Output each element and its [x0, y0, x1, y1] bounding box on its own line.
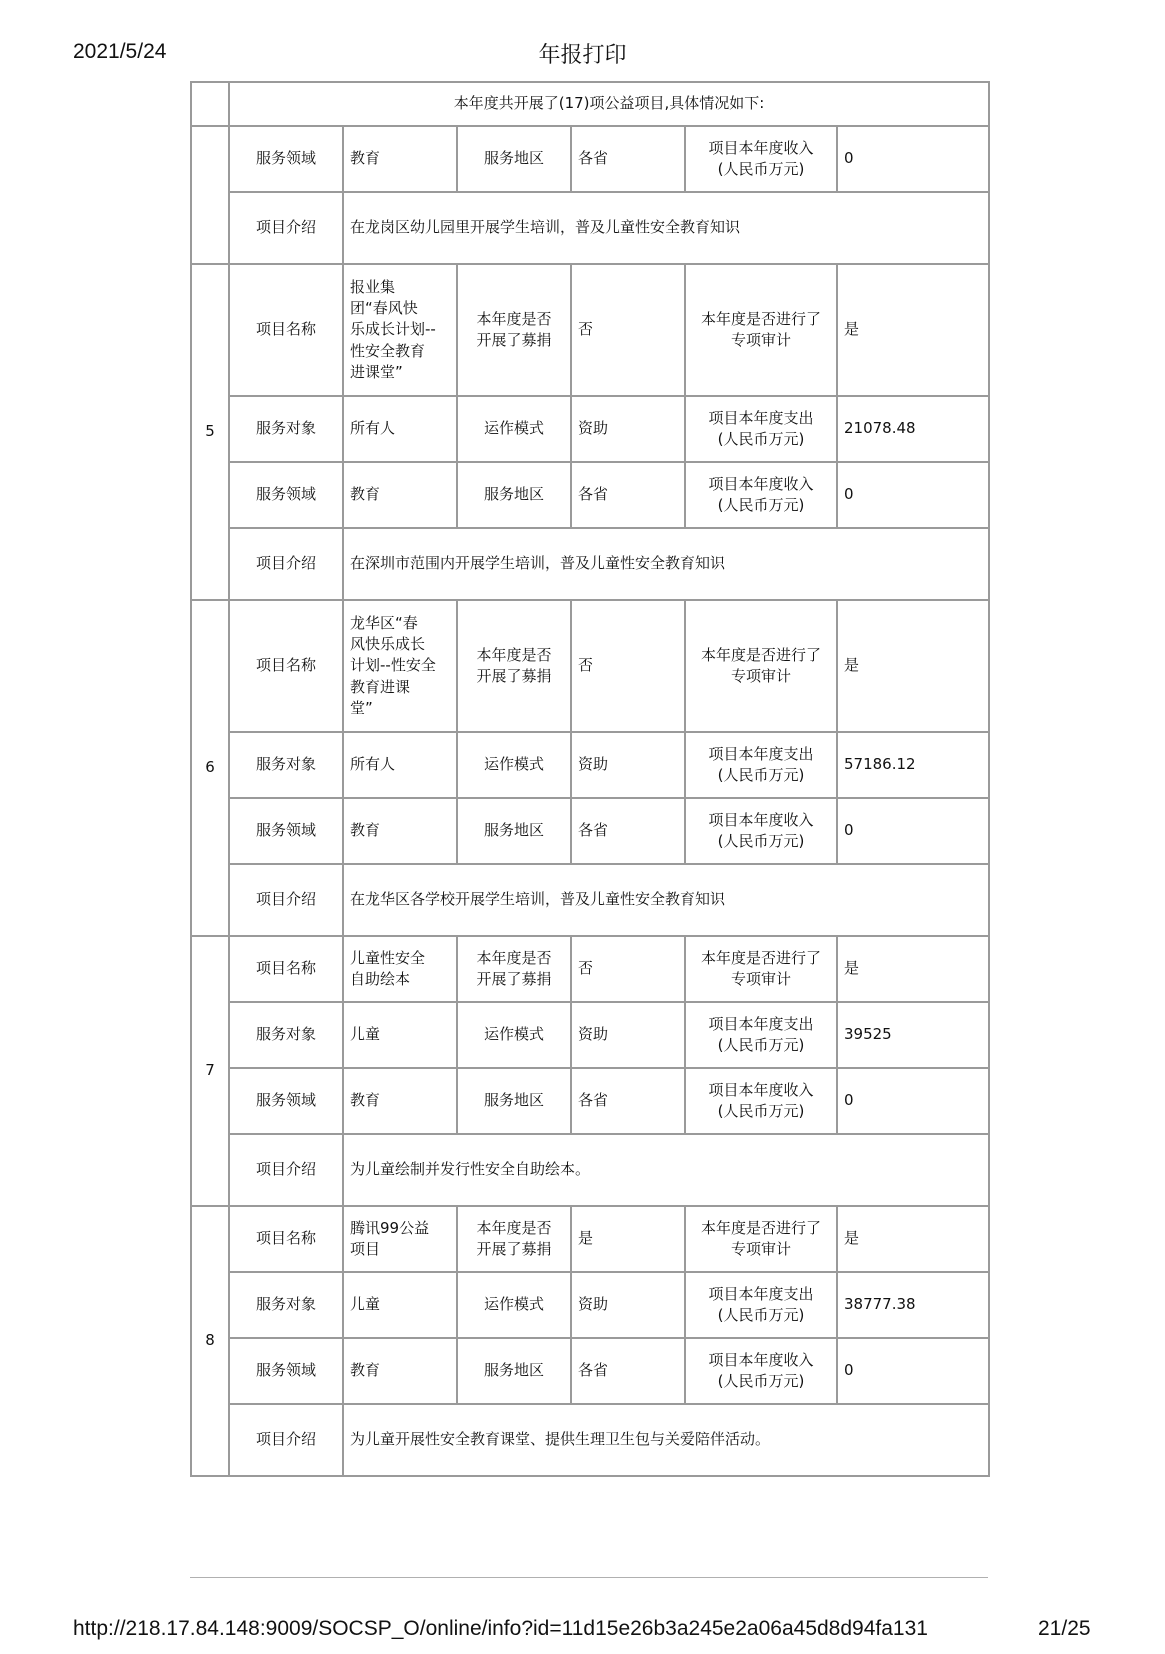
- project-name-value: 腾讯99公益 项目: [343, 1206, 457, 1272]
- table-row: [191, 192, 989, 264]
- table-row: [191, 798, 989, 864]
- service-field-value: 教育: [343, 126, 457, 192]
- table-row: [191, 600, 989, 732]
- table-row: [191, 462, 989, 528]
- label-audit: 本年度是否进行了 专项审计: [685, 1206, 837, 1272]
- project-intro-value: 在深圳市范围内开展学生培训，普及儿童性安全教育知识: [343, 528, 989, 600]
- fundraising-value: 是: [571, 1206, 685, 1272]
- table-row: [191, 864, 989, 936]
- label-fundraising: 本年度是否 开展了募捐: [457, 936, 571, 1002]
- fundraising-value: 否: [571, 600, 685, 732]
- label-project-intro: 项目介绍: [229, 1404, 343, 1476]
- project-number: 6: [191, 600, 229, 936]
- annual-report-projects-table: [190, 81, 990, 1477]
- table-row: [191, 1206, 989, 1272]
- label-service-area: 服务地区: [457, 1338, 571, 1404]
- page-number: 21/25: [1038, 1617, 1091, 1640]
- project-intro-value: 在龙岗区幼儿园里开展学生培训，普及儿童性安全教育知识: [343, 192, 989, 264]
- service-field-value: 教育: [343, 1338, 457, 1404]
- label-operation-mode: 运作模式: [457, 1002, 571, 1068]
- annual-expense-value: 38777.38: [837, 1272, 989, 1338]
- operation-mode-value: 资助: [571, 1272, 685, 1338]
- annual-income-value: 0: [837, 126, 989, 192]
- service-target-value: 所有人: [343, 396, 457, 462]
- annual-income-value: 0: [837, 1338, 989, 1404]
- table-row: [191, 1068, 989, 1134]
- label-service-field: 服务领域: [229, 798, 343, 864]
- label-project-name: 项目名称: [229, 264, 343, 396]
- project-number: 8: [191, 1206, 229, 1476]
- label-service-target: 服务对象: [229, 732, 343, 798]
- service-field-value: 教育: [343, 462, 457, 528]
- service-area-value: 各省: [571, 798, 685, 864]
- audit-value: 是: [837, 600, 989, 732]
- label-project-name: 项目名称: [229, 936, 343, 1002]
- label-annual-expense: 项目本年度支出 (人民币万元): [685, 396, 837, 462]
- label-service-field: 服务领域: [229, 1338, 343, 1404]
- table-row: [191, 126, 989, 192]
- fundraising-value: 否: [571, 264, 685, 396]
- label-service-field: 服务领域: [229, 126, 343, 192]
- project-name-value: 儿童性安全 自助绘本: [343, 936, 457, 1002]
- label-service-area: 服务地区: [457, 1068, 571, 1134]
- service-target-value: 所有人: [343, 732, 457, 798]
- audit-value: 是: [837, 264, 989, 396]
- table-row: [191, 936, 989, 1002]
- label-annual-expense: 项目本年度支出 (人民币万元): [685, 1272, 837, 1338]
- project-intro-value: 在龙华区各学校开展学生培训，普及儿童性安全教育知识: [343, 864, 989, 936]
- label-annual-expense: 项目本年度支出 (人民币万元): [685, 1002, 837, 1068]
- annual-income-value: 0: [837, 462, 989, 528]
- annual-expense-value: 57186.12: [837, 732, 989, 798]
- annual-expense-value: 39525: [837, 1002, 989, 1068]
- blank-index-cell: [191, 126, 229, 264]
- service-field-value: 教育: [343, 798, 457, 864]
- label-project-intro: 项目介绍: [229, 864, 343, 936]
- project-number: 5: [191, 264, 229, 600]
- table-row: [191, 1272, 989, 1338]
- annual-income-value: 0: [837, 798, 989, 864]
- label-service-target: 服务对象: [229, 1272, 343, 1338]
- label-annual-income: 项目本年度收入 (人民币万元): [685, 462, 837, 528]
- operation-mode-value: 资助: [571, 396, 685, 462]
- label-service-area: 服务地区: [457, 462, 571, 528]
- label-operation-mode: 运作模式: [457, 732, 571, 798]
- table-row: [191, 1134, 989, 1206]
- project-name-value: 龙华区“春 风快乐成长 计划--性安全 教育进课 堂”: [343, 600, 457, 732]
- label-annual-income: 项目本年度收入 (人民币万元): [685, 126, 837, 192]
- label-operation-mode: 运作模式: [457, 396, 571, 462]
- label-fundraising: 本年度是否 开展了募捐: [457, 1206, 571, 1272]
- service-target-value: 儿童: [343, 1002, 457, 1068]
- label-operation-mode: 运作模式: [457, 1272, 571, 1338]
- summary-text: 本年度共开展了(17)项公益项目,具体情况如下:: [229, 82, 989, 126]
- summary-row: [191, 82, 989, 126]
- label-service-field: 服务领域: [229, 1068, 343, 1134]
- table-row: [191, 528, 989, 600]
- label-fundraising: 本年度是否 开展了募捐: [457, 264, 571, 396]
- table-row: [191, 1338, 989, 1404]
- table-row: [191, 1404, 989, 1476]
- service-area-value: 各省: [571, 1338, 685, 1404]
- label-service-area: 服务地区: [457, 126, 571, 192]
- project-number: 7: [191, 936, 229, 1206]
- operation-mode-value: 资助: [571, 732, 685, 798]
- blank-index-cell: [191, 82, 229, 126]
- label-project-intro: 项目介绍: [229, 192, 343, 264]
- page-title: 年报打印: [538, 43, 627, 68]
- project-intro-value: 为儿童绘制并发行性安全自助绘本。: [343, 1134, 989, 1206]
- label-annual-income: 项目本年度收入 (人民币万元): [685, 798, 837, 864]
- print-date: 2021/5/24: [73, 40, 167, 63]
- page-url: http://218.17.84.148:9009/SOCSP_O/online/info?id=11d15e26b3a245e2a06a45d8d94fa131: [73, 1617, 928, 1640]
- audit-value: 是: [837, 936, 989, 1002]
- label-project-intro: 项目介绍: [229, 528, 343, 600]
- service-area-value: 各省: [571, 462, 685, 528]
- table-row: [191, 732, 989, 798]
- fundraising-value: 否: [571, 936, 685, 1002]
- label-service-target: 服务对象: [229, 1002, 343, 1068]
- label-project-name: 项目名称: [229, 1206, 343, 1272]
- audit-value: 是: [837, 1206, 989, 1272]
- service-field-value: 教育: [343, 1068, 457, 1134]
- table-row: [191, 396, 989, 462]
- service-area-value: 各省: [571, 1068, 685, 1134]
- label-project-intro: 项目介绍: [229, 1134, 343, 1206]
- label-annual-income: 项目本年度收入 (人民币万元): [685, 1338, 837, 1404]
- label-fundraising: 本年度是否 开展了募捐: [457, 600, 571, 732]
- service-target-value: 儿童: [343, 1272, 457, 1338]
- table-row: [191, 1002, 989, 1068]
- label-service-target: 服务对象: [229, 396, 343, 462]
- operation-mode-value: 资助: [571, 1002, 685, 1068]
- table-row: [191, 264, 989, 396]
- label-annual-expense: 项目本年度支出 (人民币万元): [685, 732, 837, 798]
- project-intro-value: 为儿童开展性安全教育课堂、提供生理卫生包与关爱陪伴活动。: [343, 1404, 989, 1476]
- label-service-field: 服务领域: [229, 462, 343, 528]
- project-name-value: 报业集 团“春风快 乐成长计划-- 性安全教育 进课堂”: [343, 264, 457, 396]
- label-audit: 本年度是否进行了 专项审计: [685, 936, 837, 1002]
- label-project-name: 项目名称: [229, 600, 343, 732]
- footer-divider: [190, 1577, 988, 1578]
- label-service-area: 服务地区: [457, 798, 571, 864]
- service-area-value: 各省: [571, 126, 685, 192]
- label-audit: 本年度是否进行了 专项审计: [685, 264, 837, 396]
- label-annual-income: 项目本年度收入 (人民币万元): [685, 1068, 837, 1134]
- annual-expense-value: 21078.48: [837, 396, 989, 462]
- label-audit: 本年度是否进行了 专项审计: [685, 600, 837, 732]
- annual-income-value: 0: [837, 1068, 989, 1134]
